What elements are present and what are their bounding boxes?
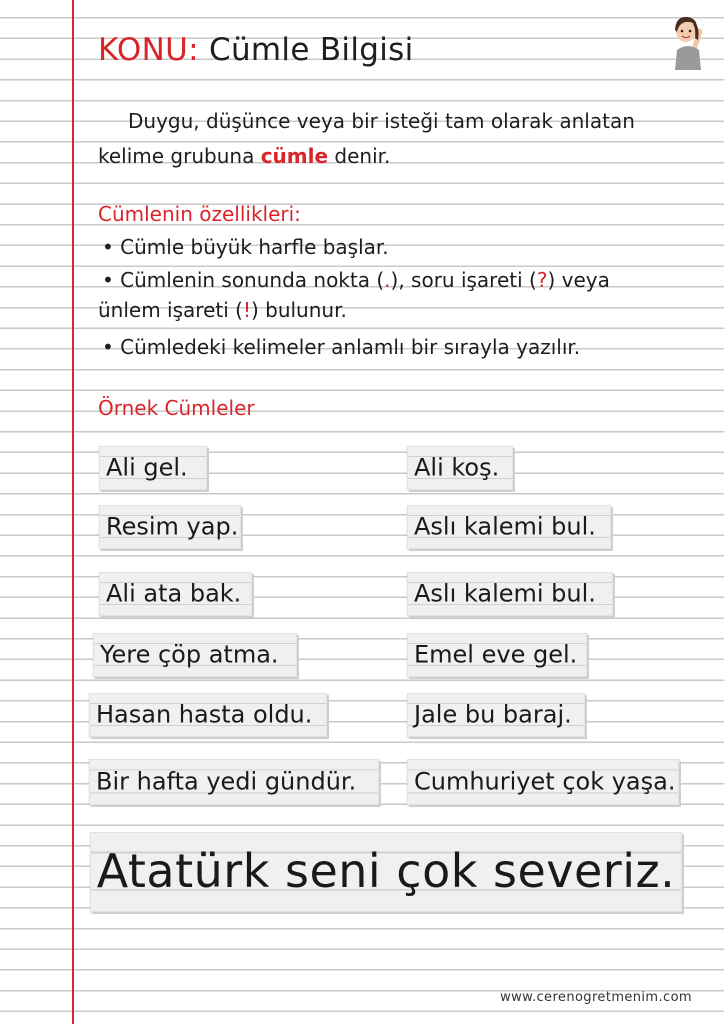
question-mark-symbol: ? <box>536 268 548 292</box>
example-card <box>93 633 297 677</box>
property-item-1: • Cümle büyük harfle başlar. <box>102 235 389 259</box>
property-item-2-line2-part-a: ünlem işareti ( <box>98 298 243 322</box>
example-sentence: Resim yap. <box>106 512 239 541</box>
page-margin-line <box>72 0 74 1024</box>
example-sentence: Aslı kalemi bul. <box>414 512 596 541</box>
example-card <box>407 759 679 805</box>
property-item-3: • Cümledeki kelimeler anlamlı bir sırayla yazılır. <box>102 335 581 359</box>
featured-sentence: Atatürk seni çok severiz. <box>96 843 676 898</box>
properties-heading: Cümlenin özellikleri: <box>98 202 301 226</box>
example-card <box>407 446 513 490</box>
featured-sentence-card <box>90 832 682 912</box>
example-sentence: Ali koş. <box>414 453 500 482</box>
example-card <box>407 505 611 549</box>
exclamation-symbol: ! <box>242 298 251 322</box>
page-title <box>98 30 414 70</box>
example-sentence: Jale bu baraj. <box>414 700 572 729</box>
property-item-2-line2-part-b: ) bulunur. <box>250 298 347 322</box>
example-sentence: Cumhuriyet çok yaşa. <box>414 767 676 796</box>
property-item-2-line-2 <box>98 296 347 324</box>
example-sentence: Bir hafta yedi gündür. <box>96 767 357 796</box>
example-sentence: Ali ata bak. <box>106 579 242 608</box>
example-card <box>407 693 585 737</box>
example-card <box>99 572 252 616</box>
waving-girl-icon <box>668 10 708 70</box>
definition-line-1: Duygu, düşünce veya bir isteği tam olarak anlatan <box>128 109 635 133</box>
example-card <box>407 633 587 677</box>
property-item-2-part-b: ), soru işareti ( <box>390 268 537 292</box>
example-sentence: Aslı kalemi bul. <box>414 579 596 608</box>
property-item-2-part-a: • Cümlenin sonunda nokta ( <box>102 268 385 292</box>
definition-line-2 <box>98 142 390 170</box>
example-card <box>99 446 207 490</box>
title-text: Cümle Bilgisi <box>209 32 414 68</box>
footer-website: www.cerenogretmenim.com <box>500 990 692 1005</box>
example-sentence: Ali gel. <box>106 453 188 482</box>
definition-keyword: cümle <box>260 144 329 168</box>
property-item-2 <box>102 266 610 294</box>
example-card <box>99 505 241 549</box>
property-item-2-part-c: ) veya <box>547 268 610 292</box>
title-label: KONU: <box>98 32 199 68</box>
example-card <box>89 759 379 805</box>
definition-line-2-start: kelime grubuna <box>98 144 261 168</box>
definition-line-2-end: denir. <box>328 144 391 168</box>
example-sentence: Hasan hasta oldu. <box>96 700 313 729</box>
examples-heading: Örnek Cümleler <box>98 396 255 420</box>
example-sentence: Yere çöp atma. <box>100 640 279 669</box>
dot-symbol: . <box>384 268 391 292</box>
example-card <box>407 572 613 616</box>
example-sentence: Emel eve gel. <box>414 640 578 669</box>
example-card <box>89 693 327 737</box>
